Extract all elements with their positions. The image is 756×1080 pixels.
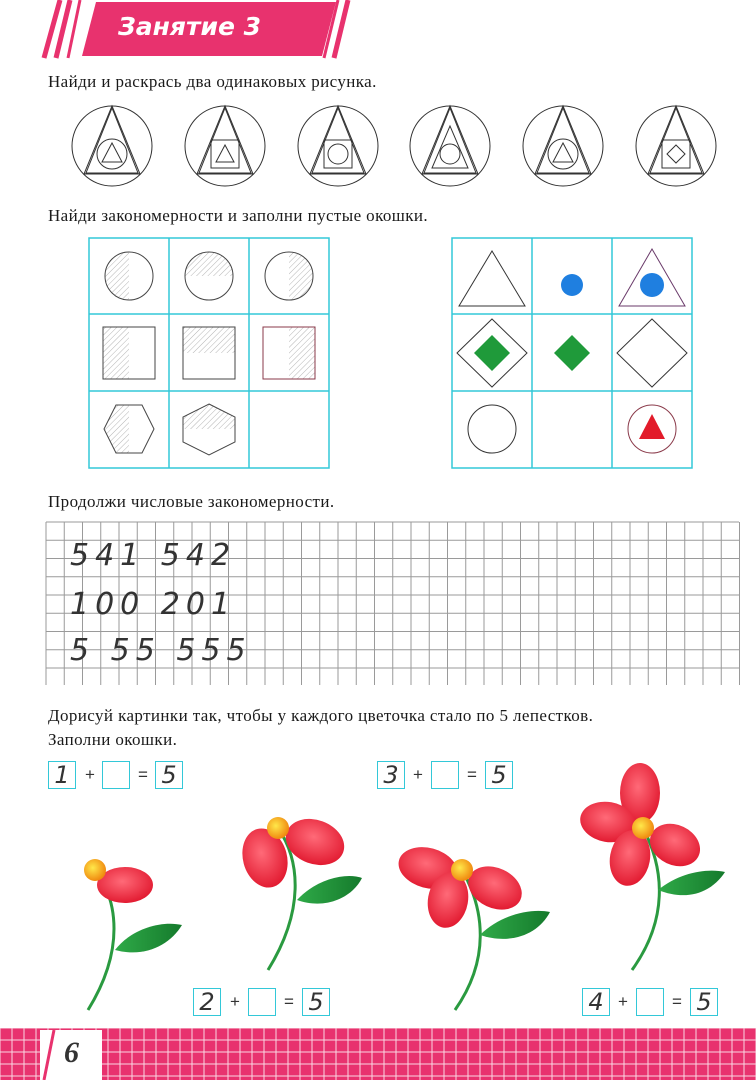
- equation2-addend-box: 3: [377, 761, 405, 789]
- number-row-1: 541 542: [70, 538, 237, 573]
- equation4-total-box: 5: [690, 988, 718, 1016]
- pattern-grid-left: [88, 237, 332, 471]
- task1-instruction: Найди и раскрась два одинаковых рисунка.: [48, 72, 377, 91]
- number-row-2: 100 201: [70, 587, 237, 622]
- task3-instruction: Продолжи числовые закономерности.: [48, 492, 335, 511]
- figure-1: [72, 106, 152, 186]
- flower-3: [394, 841, 550, 1010]
- equation1-total-box: 5: [155, 761, 183, 789]
- equation1-addend-box: 1: [48, 761, 76, 789]
- figure-3: [298, 106, 378, 186]
- figure-2: [185, 106, 265, 186]
- number-row-3: 5 55 555: [70, 633, 252, 668]
- lesson-title: Занятие 3: [118, 12, 262, 41]
- equation2-plus: +: [413, 765, 423, 784]
- task1-figures: [60, 98, 740, 193]
- equation4-equals: =: [672, 992, 682, 1011]
- equation3-equals: =: [284, 992, 294, 1011]
- header-banner: [0, 0, 756, 64]
- flower-2: [236, 811, 362, 970]
- task4-instruction-line1: Дорисуй картинки так, чтобы у каждого цветочка стало по 5 лепестков.: [48, 706, 594, 725]
- footer-band: [0, 1028, 756, 1080]
- pattern-grid-right: [451, 237, 695, 471]
- equation4-addend-box: 4: [582, 988, 610, 1016]
- equation2-total-box: 5: [485, 761, 513, 789]
- flowers-illustration: [0, 760, 756, 1020]
- figure-5: [523, 106, 603, 186]
- task4-instruction-line2: Заполни окошки.: [48, 730, 178, 749]
- equation3-plus: +: [230, 992, 240, 1011]
- task2-instruction: Найди закономерности и заполни пустые окошки.: [48, 206, 429, 225]
- equation3-total-box: 5: [302, 988, 330, 1016]
- flower-1: [84, 859, 182, 1010]
- page-number: 6: [64, 1036, 79, 1069]
- figure-4: [410, 106, 490, 186]
- equation1-equals: =: [138, 765, 148, 784]
- flower-4: [577, 763, 725, 970]
- equation1-plus: +: [85, 765, 95, 784]
- figure-6: [636, 106, 716, 186]
- equation3-addend-box: 2: [193, 988, 221, 1016]
- equation2-equals: =: [467, 765, 477, 784]
- equation4-plus: +: [618, 992, 628, 1011]
